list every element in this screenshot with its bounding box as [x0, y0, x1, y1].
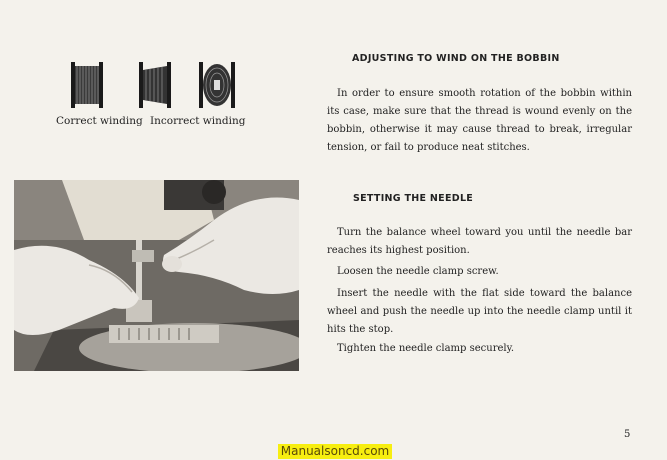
needle-step-3: Insert the needle with the flat side toward the balance wheel and push the needle up into the needle clamp until it hits the stop.	[327, 288, 632, 335]
needle-step-4: Tighten the needle clamp securely.	[337, 343, 515, 354]
needle-step-2: Loosen the needle clamp screw.	[337, 266, 499, 277]
page-number: 5	[624, 429, 631, 440]
bobbin-instructions-paragraph: In order to ensure smooth rotation of the bobbin within its case, make sure that the thread is wound evenly on the bobbin, otherwise it may cause thread to break, irregular tension, or fail to produce neat stitches.	[327, 88, 632, 153]
needle-step-1: Turn the balance wheel toward you until the needle bar reaches its highest position.	[327, 227, 632, 256]
watermark-label: Manualsoncd.com	[278, 444, 392, 459]
section-heading-adjusting-bobbin: ADJUSTING TO WIND ON THE BOBBIN	[352, 53, 560, 64]
correct-bobbin-icon	[68, 60, 106, 110]
section-heading-setting-needle: SETTING THE NEEDLE	[353, 193, 474, 204]
incorrect-winding-caption: Incorrect winding	[150, 115, 246, 127]
bobbin-winding-figure	[68, 60, 238, 112]
incorrect-bobbin-bulged-icon	[196, 60, 238, 110]
incorrect-bobbin-icon	[136, 60, 174, 110]
correct-winding-caption: Correct winding	[56, 115, 143, 127]
needle-insertion-photo	[14, 180, 299, 371]
